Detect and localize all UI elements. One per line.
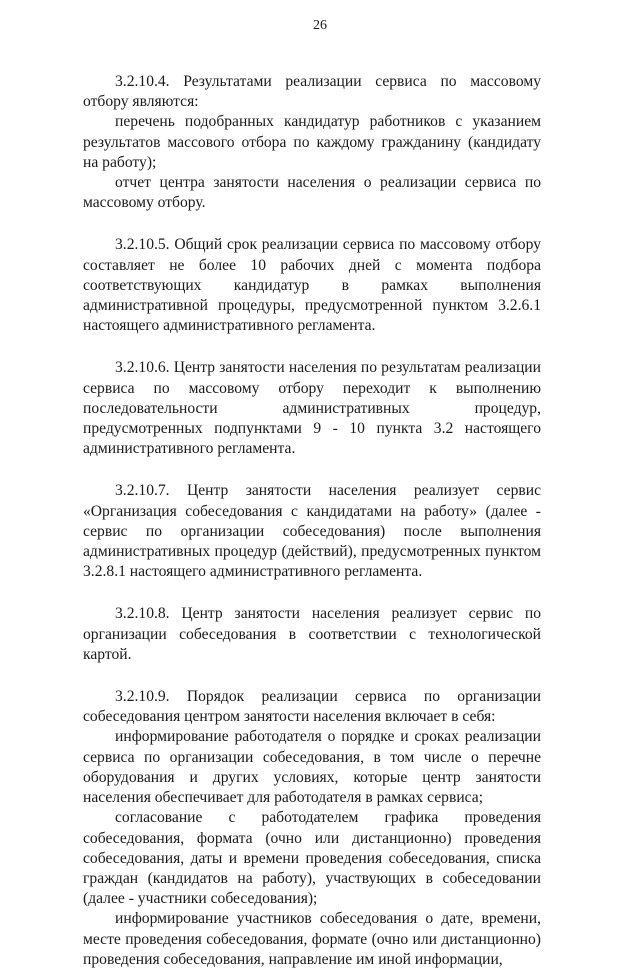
page-number: 26	[313, 18, 327, 33]
paragraph: 3.2.10.9. Порядок реализации сервиса по организации собеседования центром занятости населения включает в себя:	[83, 688, 541, 726]
paragraph: отчет центра занятости населения о реализации сервиса по массовому отбору.	[83, 174, 541, 212]
paragraph-spacer	[83, 336, 541, 358]
document-body	[83, 72, 541, 970]
paragraph: перечень подобранных кандидатур работников с указанием результатов массового отбора по каждому гражданину (кандидату на работу);	[83, 113, 541, 171]
paragraph: 3.2.10.7. Центр занятости населения реализует сервис «Организация собеседования с кандидатами на работу» (далее - сервис по организации собеседования) после выполнения административных процедур (действий), предусмотренных пунктом 3.2.8.1 настоящего административного регламента.	[83, 482, 541, 581]
paragraph: 3.2.10.5. Общий срок реализации сервиса по массовому отбору составляет не более 10 рабочих дней с момента подбора соответствующих кандидатур в рамках выполнения административной процедуры, предусмотренной пунктом 3.2.6.1 настоящего административного регламента.	[83, 236, 541, 335]
paragraph-spacer	[83, 665, 541, 687]
paragraph-spacer	[83, 582, 541, 604]
paragraph-spacer	[83, 459, 541, 481]
paragraph-spacer	[83, 213, 541, 235]
paragraph: 3.2.10.6. Центр занятости населения по результатам реализации сервиса по массовому отбору переходит к выполнению последовательности административных процедур, предусмотренных подпунктами 9 - 10 пункта 3.2 настоящего административного регламента.	[83, 359, 541, 458]
paragraph: информирование работодателя о порядке и сроках реализации сервиса по организации собеседования, в том числе о перечне оборудования и других условиях, которые центр занятости населения обеспечивает для работодателя в рамках сервиса;	[83, 728, 541, 807]
paragraph: 3.2.10.4. Результатами реализации сервиса по массовому отбору являются:	[83, 73, 541, 111]
paragraph: 3.2.10.8. Центр занятости населения реализует сервис по организации собеседования в соответствии с технологической картой.	[83, 605, 541, 663]
paragraph: информирование участников собеседования о дате, времени, месте проведения собеседования, формате (очно или дистанционно) проведения собеседования, направление им иной информации,	[83, 910, 541, 968]
paragraph: согласование с работодателем графика проведения собеседования, формата (очно или дистанционно) проведения собеседования, даты и времени проведения собеседования, списка граждан (кандидатов на работу), участвующих в собеседовании (далее - участники собеседования);	[83, 809, 541, 908]
